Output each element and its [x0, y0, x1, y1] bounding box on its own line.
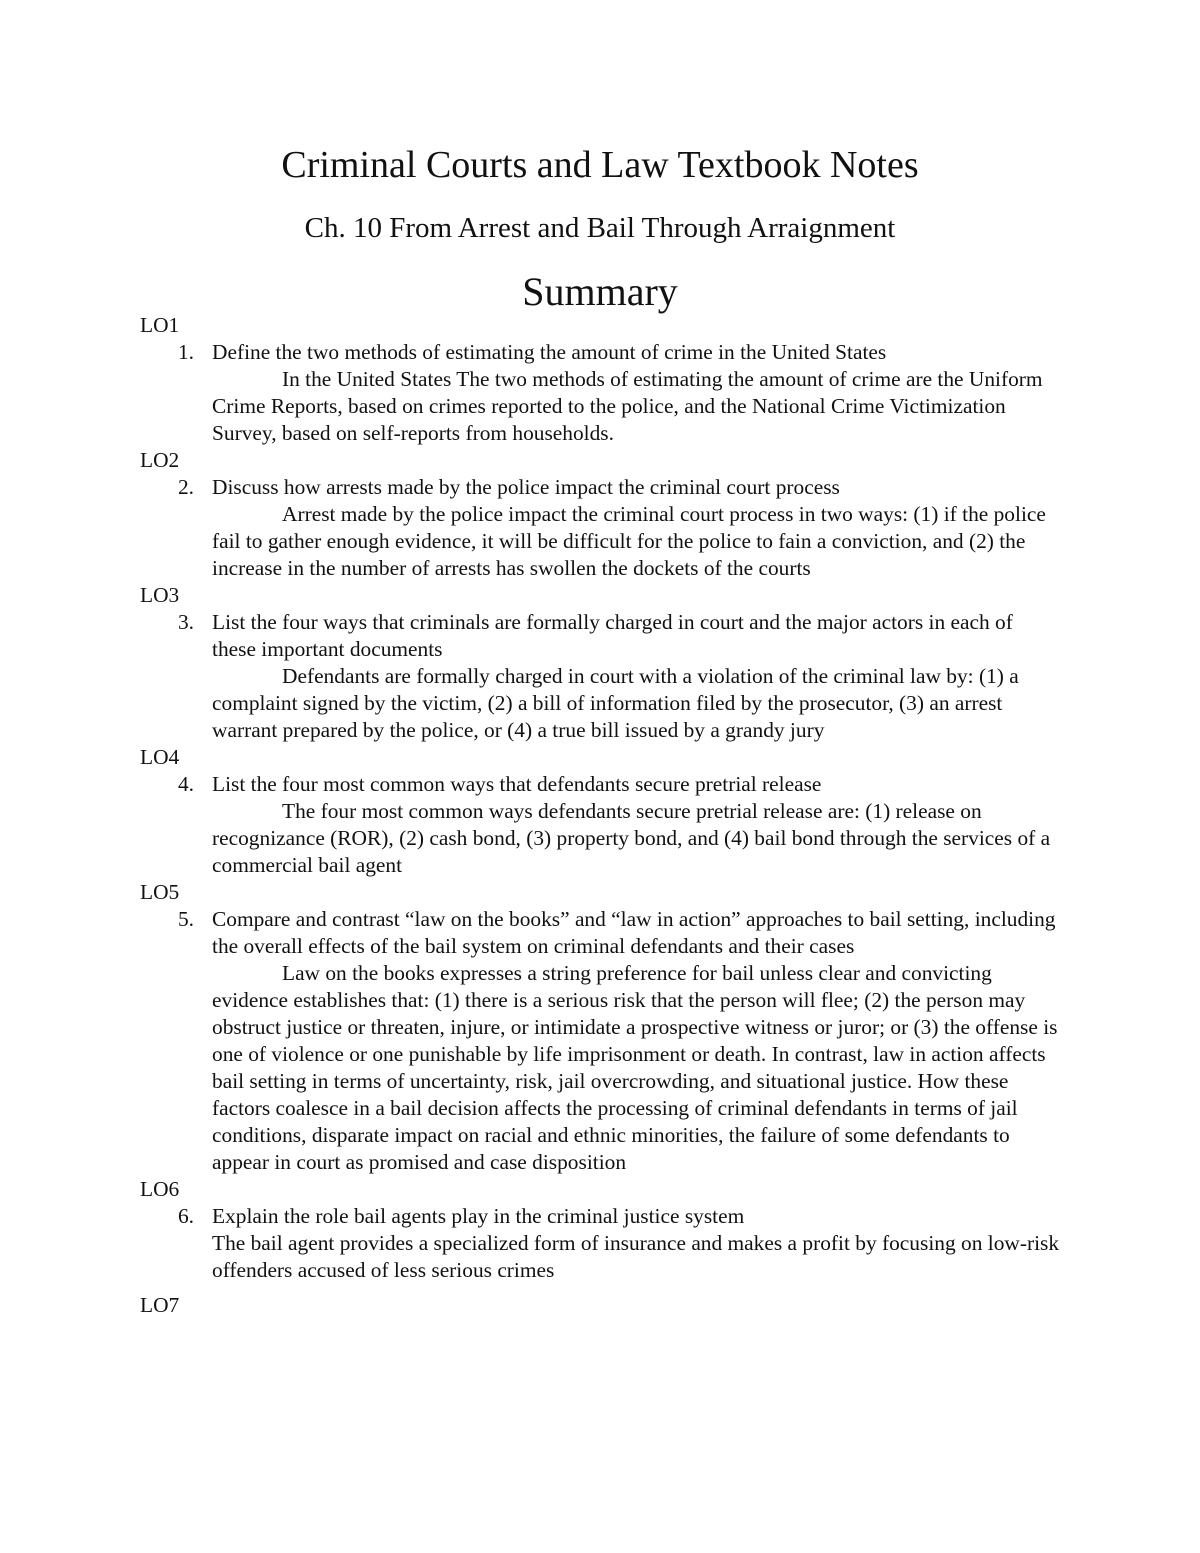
item-number: 6.	[177, 1204, 194, 1228]
item-answer: Arrest made by the police impact the criminal court process in two ways: (1) if the police fail to gather enough evidence, it will be difficult for the police to fain a conviction, and (2) the increase in the number of arrests has swollen the dockets of the courts	[212, 502, 1046, 580]
item-answer: The bail agent provides a specialized form of insurance and makes a profit by focusing on low-risk offenders accused of less serious crimes	[212, 1231, 1060, 1282]
learning-objective-label: LO6	[140, 1177, 180, 1201]
list-item	[0, 771, 1200, 879]
summary-body	[0, 312, 1200, 1319]
item-number: 3.	[177, 610, 194, 634]
list-item	[0, 339, 1200, 447]
item-answer: Defendants are formally charged in court with a violation of the criminal law by: (1) a complaint signed by the victim, (2) a bill of information filed by the prosecutor, (3) an arrest warrant prepared by the police, or (4) a true bill issued by a grandy jury	[212, 664, 1019, 742]
item-question: Define the two methods of estimating the amount of crime in the United States	[212, 340, 887, 364]
item-question: List the four most common ways that defendants secure pretrial release	[212, 772, 822, 796]
item-answer: Law on the books expresses a string preference for bail unless clear and convicting evidence establishes that: (1) there is a serious risk that the person will flee; (2) the person may obstruct justice or threaten, injure, or intimidate a prospective witness or juror; or (3) the offense is one of violence or one punishable by life imprisonment or death. In contrast, law in action affects bail setting in terms of uncertainty, risk, jail overcrowding, and situational justice. How these factors coalesce in a bail decision affects the processing of criminal defendants in terms of jail conditions, disparate impact on racial and ethnic minorities, the failure of some defendants to appear in court as promised and case disposition	[212, 961, 1058, 1174]
list-item	[0, 1203, 1200, 1284]
item-answer: In the United States The two methods of estimating the amount of crime are the Uniform Crime Reports, based on crimes reported to the police, and the National Crime Victimization Survey, based on self-reports from households.	[212, 367, 1043, 445]
learning-objective-label: LO3	[140, 583, 180, 607]
list-item	[0, 906, 1200, 1176]
learning-objective-label: LO2	[140, 448, 180, 472]
document-title: Criminal Courts and Law Textbook Notes	[281, 144, 919, 186]
list-item	[0, 474, 1200, 582]
learning-objective-label: LO1	[140, 313, 180, 337]
item-question: List the four ways that criminals are formally charged in court and the major actors in each of these important documents	[212, 610, 1013, 661]
learning-objective-label: LO7	[140, 1293, 180, 1317]
item-question: Compare and contrast “law on the books” and “law in action” approaches to bail setting, including the overall effects of the bail system on criminal defendants and their cases	[212, 907, 1056, 958]
summary-heading: Summary	[522, 269, 678, 314]
item-answer: The four most common ways defendants secure pretrial release are: (1) release on recognizance (ROR), (2) cash bond, (3) property bond, and (4) bail bond through the services of a commercial bail agent	[212, 799, 1051, 877]
item-number: 5.	[177, 907, 194, 931]
item-number: 4.	[177, 772, 194, 796]
list-item	[0, 609, 1200, 744]
learning-objective-label: LO5	[140, 880, 180, 904]
chapter-subtitle: Ch. 10 From Arrest and Bail Through Arraignment	[304, 212, 896, 244]
item-number: 2.	[177, 475, 194, 499]
learning-objective-label: LO4	[140, 745, 180, 769]
item-question: Explain the role bail agents play in the criminal justice system	[212, 1204, 745, 1228]
item-question: Discuss how arrests made by the police impact the criminal court process	[212, 475, 840, 499]
item-number: 1.	[177, 340, 194, 364]
